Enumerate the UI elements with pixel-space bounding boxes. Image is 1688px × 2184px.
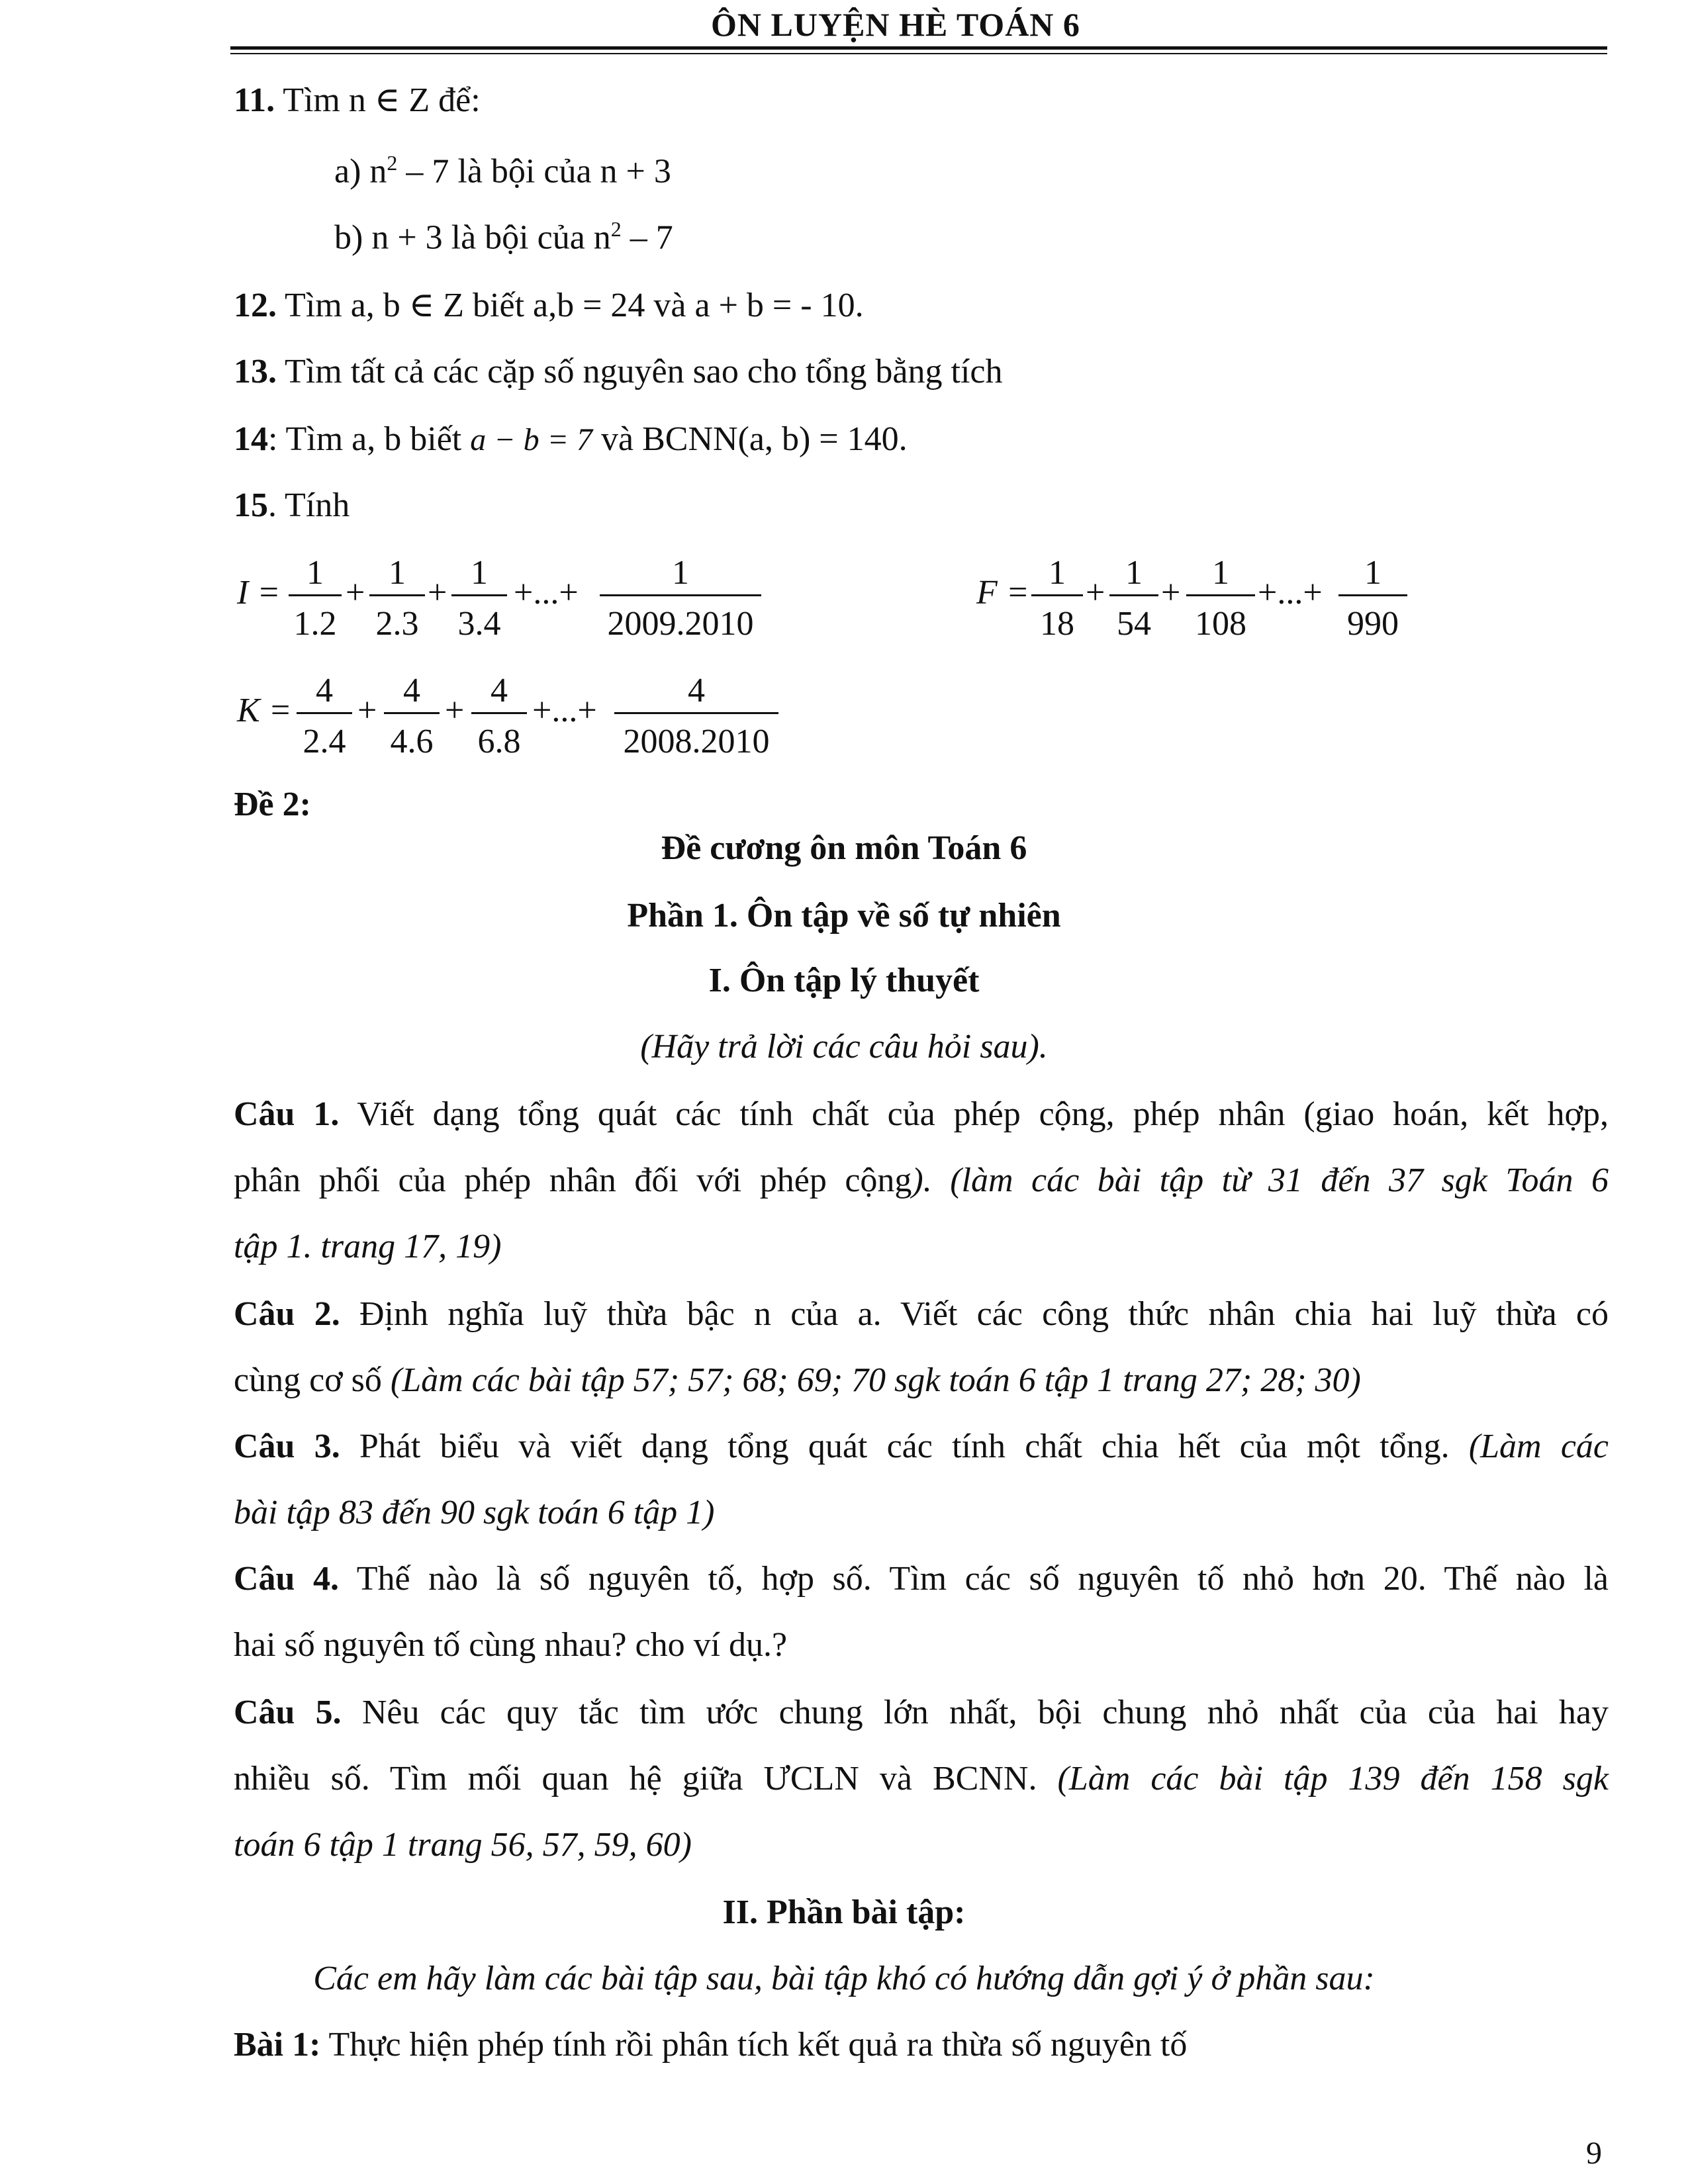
problem-11-b [334,218,673,255]
denominator: 2.3 [375,605,419,643]
plus-sign: + [428,574,447,612]
problem-15 [234,488,350,523]
plus-sign: + [1161,574,1181,612]
question-label: Câu 2. [234,1295,340,1333]
fraction [297,674,352,759]
question-1-line-3: tập 1. trang 17, 19) [234,1228,502,1265]
question-reference: (Làm các bài tập 57; 57; 68; 69; 70 sgk toán 6 tập 1 trang 27; 28; 30) [390,1361,1361,1399]
part2-title: II. Phần bài tập: [722,1893,966,1931]
fraction [1186,556,1255,641]
problem-text: Tìm a, b ∈ Z biết a,b = 24 và a + b = - 10. [277,287,864,324]
formula-lhs: F = [976,574,1029,612]
denominator: 2009.2010 [607,605,754,643]
question-text: phân phối của phép nhân đối với phép cộng [234,1161,912,1199]
problem-number: 12. [234,287,277,324]
question-4-line-1 [234,1562,1609,1596]
plus-sign: + [357,692,377,729]
denominator: 4.6 [390,723,434,760]
problem-11-a [334,152,671,189]
ellipsis-sign: +...+ [1258,574,1323,612]
part1-title: Phần 1. Ôn tập về số tự nhiên [627,897,1061,934]
problem-number: 13. [234,353,277,390]
question-1-line-2 [234,1163,1609,1198]
denominator: 6.8 [477,723,521,760]
header-rule-thick [230,46,1607,50]
question-5-line-1 [234,1696,1609,1730]
page-number: 9 [1586,2136,1602,2171]
denominator: 1.2 [293,605,337,643]
text: – 7 là bội của n + 3 [397,152,671,191]
question-3-line-1 [234,1430,1609,1464]
exponent: 2 [387,151,398,175]
exercise-text: Thực hiện phép tính rồi phân tích kết quả ra thừa số nguyên tố [320,2026,1188,2064]
denominator: 18 [1040,605,1074,643]
exponent: 2 [610,217,622,241]
problem-number: 11. [234,81,275,119]
fraction [451,556,507,641]
text: b) n + 3 là bội của n [334,218,611,257]
denominator: 3.4 [457,605,501,643]
numerator: 1 [1049,554,1066,592]
problem-12 [234,289,864,323]
question-text: nhiều số. Tìm mối quan hệ giữa ƯCLN và BCNN. [234,1760,1058,1797]
question-text: Định nghĩa luỹ thừa bậc n của a. Viết các công thức nhân chia hai luỹ thừa có [340,1295,1609,1333]
question-2-line-2 [234,1363,1361,1398]
numerator: 4 [316,672,333,709]
numerator: 1 [1364,554,1382,592]
question-label: Câu 3. [234,1428,340,1465]
numerator: 1 [1212,554,1229,592]
exercise-label: Bài 1: [234,2026,321,2064]
fraction [369,556,425,641]
question-5-line-3: toán 6 tập 1 trang 56, 57, 59, 60) [234,1826,692,1864]
inline-math: a − b = 7 [470,422,593,457]
part2-instruction: Các em hãy làm các bài tập sau, bài tập khó có hướng dẫn gợi ý ở phần sau: [313,1960,1375,1997]
numerator: 1 [471,554,488,592]
question-reference: (Làm các bài tập 139 đến 158 sgk [1057,1760,1609,1797]
question-2-line-1 [234,1297,1609,1332]
question-text: Phát biểu và viết dạng tổng quát các tính chất chia hết của một tổng. [340,1428,1469,1465]
denominator: 2008.2010 [623,723,770,760]
question-label: Câu 1. [234,1095,340,1133]
section1-title: I. Ôn tập lý thuyết [708,962,980,999]
problem-number: 14 [234,420,268,458]
problem-text: Tìm tất cả các cặp số nguyên sao cho tổng bằng tích [277,353,1003,390]
numerator: 1 [389,554,406,592]
question-label: Câu 5. [234,1694,342,1731]
problem-14 [234,422,908,457]
text: – 7 [621,218,673,257]
fraction [471,674,527,759]
problem-text: : Tìm a, b biết [268,420,471,458]
formula-lhs: K = [237,692,292,729]
question-4-line-2: hai số nguyên tố cùng nhau? cho ví dụ.? [234,1626,788,1664]
problem-number: 15 [234,486,268,524]
numerator: 1 [306,554,324,592]
fraction [384,674,440,759]
question-reference: ). (làm các bài tập từ 31 đến 37 sgk Toán 6 [912,1161,1609,1199]
question-label: Câu 4. [234,1560,340,1598]
denominator: 54 [1117,605,1151,643]
question-text: Viết dạng tổng quát các tính chất của phép cộng, phép nhân (giao hoán, kết hợp, [339,1095,1609,1133]
question-text: Thế nào là số nguyên tố, hợp số. Tìm các số nguyên tố nhỏ hơn 20. Thế nào là [339,1560,1609,1598]
problem-11 [234,83,481,118]
de2-title: Đề cương ôn môn Toán 6 [661,829,1027,867]
denominator: 2.4 [303,723,346,760]
denominator: 108 [1195,605,1246,643]
numerator: 4 [688,672,705,709]
denominator: 990 [1347,605,1399,643]
question-text: cùng cơ số [234,1361,391,1399]
formula-lhs: I = [237,574,281,612]
fraction [289,556,342,641]
numerator: 4 [491,672,508,709]
numerator: 4 [403,672,420,709]
problem-13 [234,355,1002,389]
plus-sign: + [346,574,365,612]
question-reference: (Làm các [1468,1428,1609,1465]
question-text: Nêu các quy tắc tìm ước chung lớn nhất, bội chung nhỏ nhất của của hai hay [341,1694,1609,1731]
problem-text: Tìm n ∈ Z để: [275,81,481,119]
plus-sign: + [1086,574,1105,612]
numerator: 1 [672,554,689,592]
question-5-line-2 [234,1762,1609,1796]
header-rule-thin [230,53,1607,54]
problem-text: và BCNN(a, b) = 140. [592,420,908,458]
fraction [1031,556,1083,641]
fraction [1338,556,1407,641]
ellipsis-sign: +...+ [532,692,597,729]
exercise-1 [234,2028,1187,2062]
text: a) n [334,152,387,191]
ellipsis-sign: +...+ [514,574,579,612]
de2-label: Đề 2: [234,786,311,823]
question-1-line-1 [234,1097,1609,1132]
fraction [600,556,761,641]
problem-text: . Tính [268,486,350,524]
section1-instruction: (Hãy trả lời các câu hỏi sau). [640,1028,1048,1066]
plus-sign: + [445,692,465,729]
fraction [1109,556,1158,641]
page-header-title: ÔN LUYỆN HÈ TOÁN 6 [711,6,1080,43]
numerator: 1 [1125,554,1143,592]
question-3-line-2: bài tập 83 đến 90 sgk toán 6 tập 1) [234,1494,715,1531]
fraction [614,674,778,759]
